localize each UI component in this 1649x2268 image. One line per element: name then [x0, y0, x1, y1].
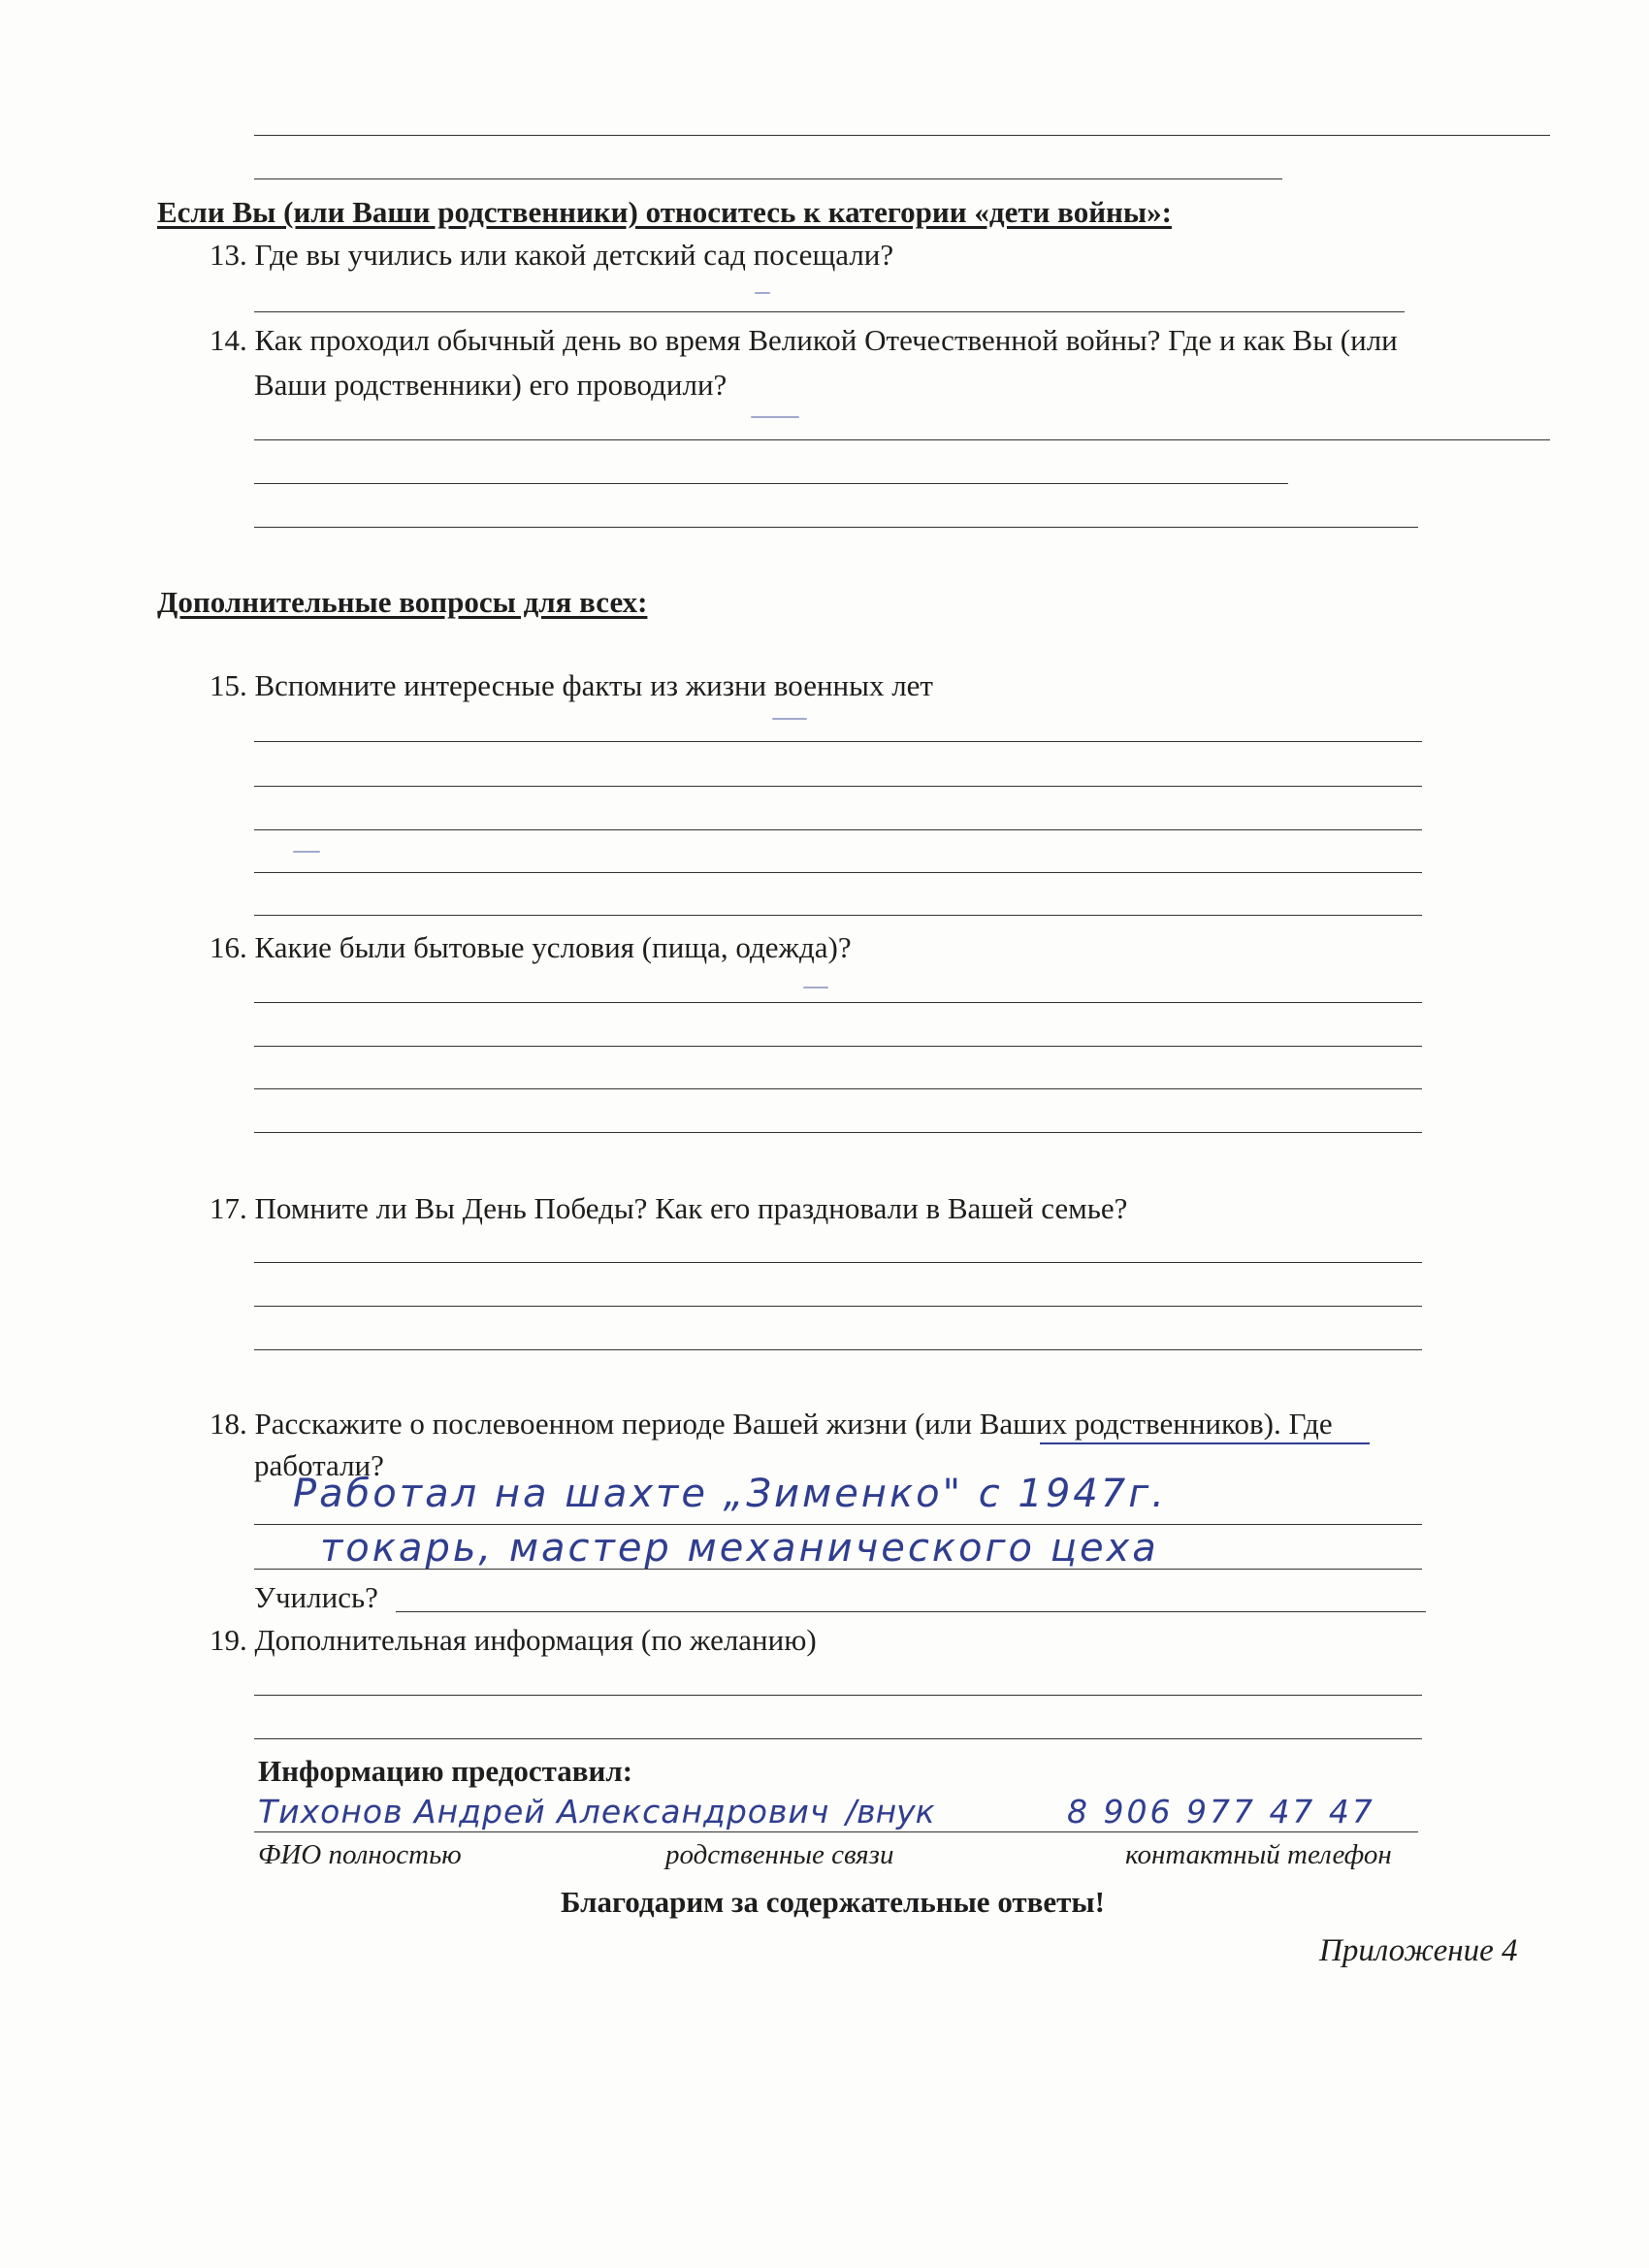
answer-line-q18[interactable]: [254, 1569, 1422, 1570]
appendix-label: Приложение 4: [1319, 1933, 1518, 1968]
answer-line-q14[interactable]: [254, 527, 1418, 528]
pen-mark: [293, 851, 320, 853]
pen-mark: [803, 987, 828, 988]
question-18-line-2: работали?: [254, 1448, 384, 1482]
underline-ink: [1040, 1442, 1370, 1444]
answer-line: [254, 178, 1282, 179]
question-16: 16. Какие были бытовые условия (пища, одежда)?: [210, 930, 852, 964]
label-relation: родственные связи: [665, 1839, 894, 1870]
answer-line-q16[interactable]: [254, 1088, 1422, 1089]
answer-line-q14[interactable]: [254, 439, 1550, 440]
handwritten-answer-q18-line-1: Работал на шахте „Зименко" с 1947г.: [293, 1472, 1167, 1516]
answer-line-q15[interactable]: [254, 915, 1422, 916]
informant-heading: Информацию предоставил:: [258, 1754, 633, 1788]
answer-line-q16[interactable]: [254, 1132, 1422, 1133]
handwritten-answer-q18-line-2: токарь, мастер механического цеха: [320, 1526, 1159, 1571]
answer-line-q13[interactable]: [254, 311, 1405, 312]
answer-line-q15[interactable]: [254, 741, 1422, 742]
question-17: 17. Помните ли Вы День Победы? Как его праздновали в Вашей семье?: [210, 1191, 1128, 1225]
label-full-name: ФИО полностью: [258, 1839, 462, 1870]
question-15: 15. Вспомните интересные факты из жизни военных лет: [210, 668, 933, 702]
question-14-line-2: Ваши родственники) его проводили?: [254, 368, 728, 402]
thanks-text: Благодарим за содержательные ответы!: [561, 1885, 1105, 1919]
question-14-line-1: 14. Как проходил обычный день во время Великой Отечественной войны? Где и как Вы (или: [210, 323, 1398, 357]
pen-mark: [772, 718, 807, 720]
section-heading-children-of-war: Если Вы (или Ваши родственники) относитесь к категории «дети войны»:: [157, 195, 1172, 229]
answer-line-q18[interactable]: [254, 1524, 1422, 1525]
answer-line: [254, 135, 1550, 136]
answer-line-q16[interactable]: [254, 1046, 1422, 1047]
answer-line-q16[interactable]: [254, 1002, 1422, 1003]
answer-line-q17[interactable]: [254, 1349, 1422, 1350]
pen-mark: [751, 416, 799, 418]
answer-line-q14[interactable]: [254, 483, 1288, 484]
informant-phone: 8 906 977 47 47: [1067, 1793, 1375, 1831]
informant-line[interactable]: [254, 1831, 1418, 1832]
answer-line-q19[interactable]: [254, 1695, 1422, 1696]
studied-label: Учились?: [254, 1580, 378, 1614]
question-19: 19. Дополнительная информация (по желанию): [210, 1623, 817, 1657]
answer-line-q17[interactable]: [254, 1306, 1422, 1307]
informant-name: Тихонов Андрей Александрович: [258, 1793, 830, 1831]
answer-line-studied[interactable]: [396, 1611, 1426, 1612]
informant-relation: /внук: [846, 1793, 935, 1831]
label-phone: контактный телефон: [1125, 1839, 1392, 1870]
section-heading-for-everyone: Дополнительные вопросы для всех:: [157, 585, 648, 619]
pen-mark: [755, 292, 770, 294]
question-18-line-1: 18. Расскажите о послевоенном периоде Вашей жизни (или Ваших родственников). Где: [210, 1407, 1333, 1441]
answer-line-q15[interactable]: [254, 872, 1422, 873]
answer-line-q15[interactable]: [254, 786, 1422, 787]
question-13: 13. Где вы учились или какой детский сад посещали?: [210, 238, 894, 272]
answer-line-q17[interactable]: [254, 1262, 1422, 1263]
answer-line-q15[interactable]: [254, 829, 1422, 830]
answer-line-q19[interactable]: [254, 1738, 1422, 1739]
